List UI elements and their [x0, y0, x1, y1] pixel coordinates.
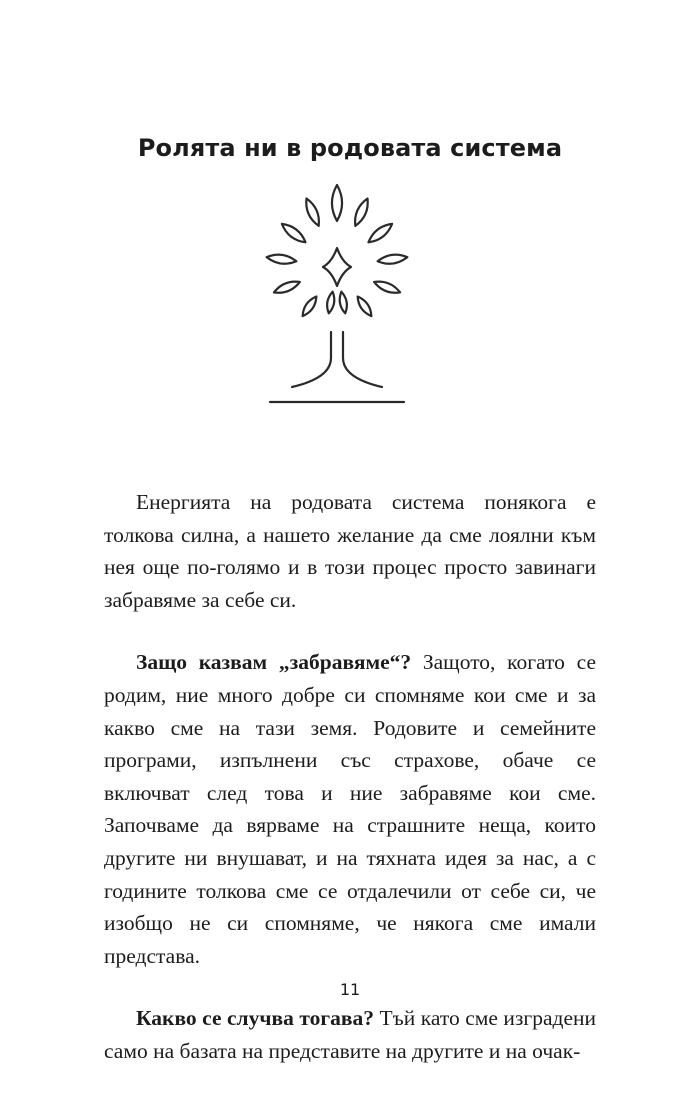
paragraph-2: [104, 646, 596, 972]
leaf-shape: [355, 294, 375, 318]
paragraph-lead: Защо казвам „забравяме“?: [136, 650, 412, 675]
paragraph-1: [104, 486, 596, 616]
chapter-title: Ролята ни в родовата система: [137, 134, 563, 162]
paragraph-text: Тъй като сме изградени само на базата на представите на другите и на очак-: [104, 1006, 597, 1063]
paragraph-text: Енергията на родовата система понякога е толкова силна, а нашето желание да сме лоялни към нея още по-голямо и в този процес просто завинаги забравяме за себе си.: [104, 490, 596, 612]
leaf-shape: [300, 294, 320, 318]
leaf-shape: [366, 220, 395, 245]
leaf-shape: [302, 197, 322, 228]
page-number: 11: [339, 980, 361, 999]
leaf-shape: [377, 253, 408, 266]
leaf-shape: [373, 278, 402, 296]
paragraph-text: Защото, когато се родим, ние много добре си спомняме кои сме и за какво сме на тази земя. Родовите и семейните програми, изпълнени със страхове, обаче се включват след това и ние забравяме кои сме. Започваме да вярваме на страшните неща, които другите ни внушават, и на тяхната идея за нас, а с годините толкова сме се отдалечили от себе си, че изобщо не си спомняме, че някога сме имали представа.: [104, 650, 596, 968]
leaf-shape: [272, 278, 301, 296]
leaf-shape: [351, 197, 371, 228]
leaf-shape: [325, 291, 335, 314]
leaf-shape: [338, 291, 348, 314]
body-text: [104, 486, 596, 1098]
paragraph-3: [104, 1002, 596, 1067]
leaf-shape: [332, 185, 342, 221]
tree-of-life-icon: [254, 182, 420, 412]
paragraph-lead: Какво се случва тогава?: [136, 1006, 374, 1031]
leaf-shape: [266, 253, 297, 266]
leaf-shape: [279, 220, 308, 245]
